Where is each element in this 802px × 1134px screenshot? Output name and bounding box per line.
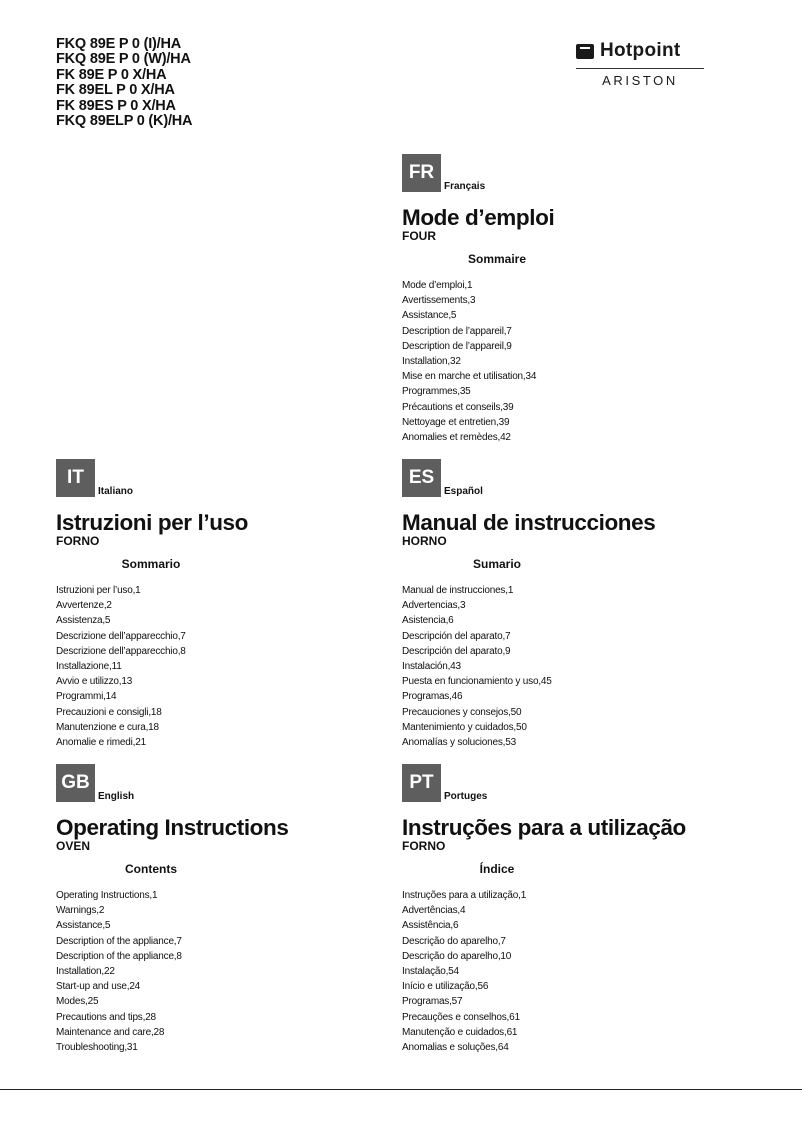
language-name: Français [444, 181, 486, 192]
toc-item: Descrição do aparelho,7 [402, 935, 506, 947]
brand-name: Hotpoint [600, 40, 681, 61]
toc-item: Précautions et conseils,39 [402, 401, 514, 413]
toc-item: Descripción del aparato,7 [402, 630, 511, 642]
toc-item: Instruções para a utilização,1 [402, 890, 527, 901]
toc-item: Instalación,43 [402, 661, 461, 673]
toc-item: Anomalie e rimedi,21 [56, 737, 146, 749]
toc-item: Descrizione dell’apparecchio,7 [56, 630, 186, 642]
toc-item: Modes,25 [56, 996, 99, 1008]
toc-item: Advertencias,3 [402, 600, 466, 612]
model-code: FKQ 89E P 0 (I)/HA [56, 36, 182, 52]
language-section-pt [402, 764, 686, 1055]
manual-title: Operating Instructions [56, 815, 289, 840]
language-name: Italiano [98, 486, 134, 497]
language-badge: PT [402, 764, 441, 802]
toc-item: Description de l’appareil,7 [402, 325, 512, 337]
brand-divider [576, 68, 704, 69]
model-code: FKQ 89E P 0 (W)/HA [56, 51, 191, 68]
toc-item: Descrizione dell’apparecchio,8 [56, 645, 186, 657]
toc-item: Warnings,2 [56, 905, 105, 917]
toc-item: Installation,32 [402, 356, 461, 368]
toc-item: Precauções e conselhos,61 [402, 1011, 520, 1023]
manual-subtitle: FORNO [56, 534, 100, 548]
toc-list [402, 278, 662, 445]
toc-item: Precauzioni e consigli,18 [56, 706, 162, 718]
language-badge: FR [402, 154, 441, 192]
toc-list [56, 583, 316, 750]
toc-item: Installation,22 [56, 966, 115, 978]
toc-item: Mise en marche et utilisation,34 [402, 371, 537, 383]
model-code: FK 89E P 0 X/HA [56, 66, 167, 83]
toc-item: Puesta en funcionamiento y uso,45 [402, 676, 552, 688]
language-name: English [98, 791, 135, 802]
manual-title: Mode d’emploi [402, 205, 555, 230]
toc-item: Manual de instrucciones,1 [402, 585, 514, 596]
toc-item: Anomalías y soluciones,53 [402, 737, 516, 749]
toc-item: Mantenimiento y cuidados,50 [402, 721, 527, 733]
toc-item: Programmi,14 [56, 691, 117, 703]
toc-item: Description of the appliance,8 [56, 950, 182, 962]
toc-item: Description of the appliance,7 [56, 935, 182, 947]
manual-subtitle: FOUR [402, 229, 436, 243]
language-name: Portuges [444, 791, 488, 802]
toc-list [56, 888, 316, 1055]
toc-item: Troubleshooting,31 [56, 1042, 138, 1054]
toc-item: Avertissements,3 [402, 295, 476, 307]
language-badge: ES [402, 459, 441, 497]
toc-item: Avvio e utilizzo,13 [56, 676, 133, 688]
toc-item: Manutenzione e cura,18 [56, 721, 159, 733]
toc-title: Sumario [472, 557, 521, 571]
manual-title: Istruzioni per l’uso [56, 510, 249, 535]
toc-item: Programmes,35 [402, 386, 471, 398]
toc-item: Assistência,6 [402, 920, 459, 932]
toc-item: Advertências,4 [402, 905, 466, 917]
model-list [56, 37, 192, 129]
toc-item: Descrição do aparelho,10 [402, 950, 512, 962]
toc-title: Sommaire [467, 252, 527, 266]
model-code: FK 89EL P 0 X/HA [56, 82, 175, 99]
language-badge: IT [56, 459, 95, 497]
language-section-fr [402, 154, 662, 445]
model-code: FKQ 89ELP 0 (K)/HA [56, 113, 193, 130]
toc-item: Programas,57 [402, 996, 463, 1008]
toc-item: Istruzioni per l’uso,1 [56, 585, 141, 596]
manual-subtitle: OVEN [56, 839, 91, 853]
model-code: FK 89ES P 0 X/HA [56, 97, 176, 114]
toc-list [402, 583, 662, 750]
toc-item: Programas,46 [402, 691, 463, 703]
manual-title: Manual de instrucciones [402, 510, 656, 535]
toc-title: Sommario [121, 557, 181, 571]
toc-item: Anomalias e soluções,64 [402, 1042, 509, 1054]
toc-item: Anomalies et remèdes,42 [402, 432, 511, 444]
language-badge: GB [56, 764, 95, 802]
toc-item: Start-up and use,24 [56, 981, 141, 993]
manual-title: Instruções para a utilização [402, 815, 686, 840]
manual-subtitle: FORNO [402, 839, 446, 853]
language-section-es [402, 459, 662, 750]
toc-item: Assistenza,5 [56, 615, 111, 627]
toc-title: Contents [125, 862, 177, 876]
language-section-gb [56, 764, 316, 1055]
toc-item: Mode d’emploi,1 [402, 280, 473, 291]
toc-item: Início e utilização,56 [402, 981, 489, 993]
toc-item: Nettoyage et entretien,39 [402, 416, 510, 428]
toc-title: Índice [479, 862, 515, 876]
toc-item: Installazione,11 [56, 661, 122, 673]
brand-subname: ARISTON [602, 73, 678, 88]
toc-item: Description de l’appareil,9 [402, 340, 512, 352]
toc-item: Manutenção e cuidados,61 [402, 1026, 518, 1038]
language-name: Español [444, 486, 483, 497]
toc-item: Assistance,5 [56, 920, 111, 932]
manual-subtitle: HORNO [402, 534, 447, 548]
toc-item: Precauciones y consejos,50 [402, 706, 522, 718]
brand-logo [576, 40, 704, 88]
toc-item: Precautions and tips,28 [56, 1011, 156, 1023]
brand-mark-icon [576, 44, 594, 59]
toc-item: Instalação,54 [402, 966, 459, 978]
toc-item: Asistencia,6 [402, 615, 454, 627]
toc-item: Descripción del aparato,9 [402, 645, 511, 657]
toc-list [402, 888, 662, 1055]
toc-item: Operating Instructions,1 [56, 890, 158, 901]
toc-item: Avvertenze,2 [56, 600, 112, 612]
language-section-it [56, 459, 316, 750]
toc-item: Maintenance and care,28 [56, 1026, 165, 1038]
page-bottom-divider [0, 1089, 802, 1090]
toc-item: Assistance,5 [402, 310, 457, 322]
